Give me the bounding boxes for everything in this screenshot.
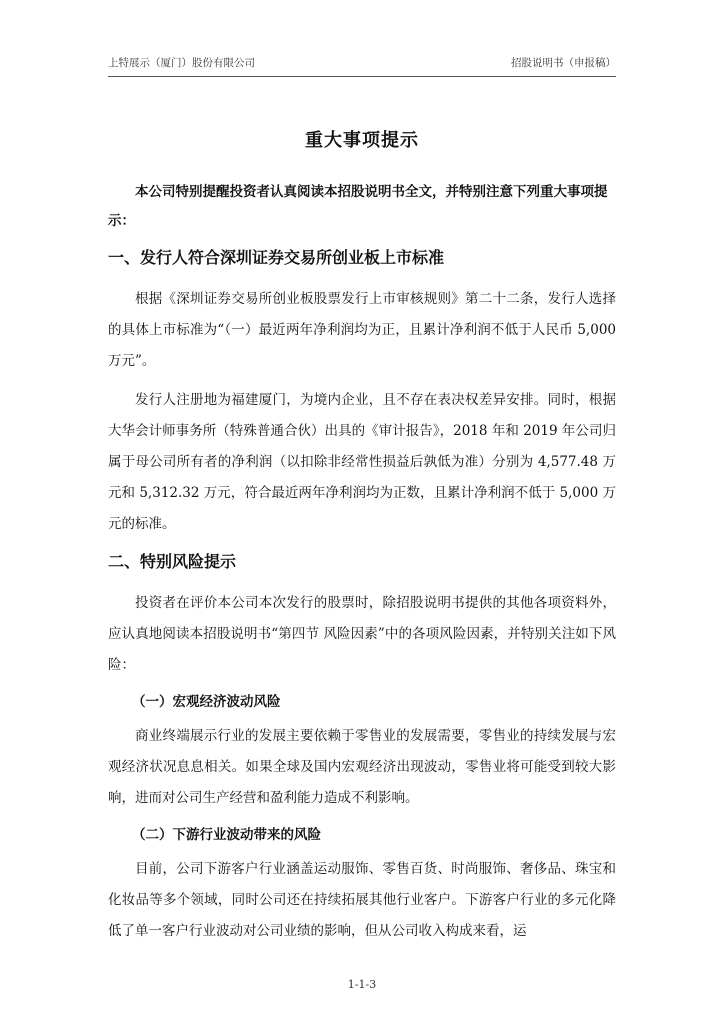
subheading-macro-risk: （一）宏观经济波动风险 <box>132 694 281 710</box>
section-heading-risk: 二、特别风险提示 <box>108 552 237 571</box>
paragraph-downstream-risk: 目前，公司下游客户行业涵盖运动服饰、零售百货、时尚服饰、奢侈品、珠宝和化妆品等多个领域，同时公司还在持续拓展其他行业客户。下游客户行业的多元化降低了单一客户行业波动对公司业绩的影响，但从公司收入构成来看，运 <box>108 861 616 939</box>
page-number: 1-1-3 <box>347 978 377 991</box>
paragraph-risk-intro: 投资者在评价本公司本次发行的股票时，除招股说明书提供的其他各项资料外，应认真地阅读本招股说明书“第四节 风险因素”中的各项风险因素，并特别关注如下风险： <box>108 595 616 673</box>
page-title: 重大事项提示 <box>305 130 419 151</box>
section-heading-listing-standard: 一、发行人符合深圳证券交易所创业板上市标准 <box>108 248 445 267</box>
page-content <box>108 126 616 955</box>
intro-notice: 本公司特别提醒投资者认真阅读本招股说明书全文，并特别注意下列重大事项提示： <box>108 184 608 229</box>
header-document-type: 招股说明书（申报稿） <box>511 57 616 69</box>
page-header <box>108 55 616 77</box>
subheading-downstream-risk: （二）下游行业波动带来的风险 <box>132 827 321 843</box>
paragraph-listing-rule: 根据《深圳证券交易所创业板股票发行上市审核规则》第二十二条，发行人选择的具体上市标准为“（一）最近两年净利润均为正，且累计净利润不低于人民币 5,000 万元”。 <box>108 291 616 369</box>
header-company-name: 上特展示（厦门）股份有限公司 <box>108 57 255 69</box>
paragraph-macro-risk: 商业终端展示行业的发展主要依赖于零售业的发展需要，零售业的持续发展与宏观经济状况息息相关。如果全球及国内宏观经济出现波动，零售业将可能受到较大影响，进而对公司生产经营和盈利能力造成不利影响。 <box>108 728 616 806</box>
paragraph-net-profit: 发行人注册地为福建厦门，为境内企业，且不存在表决权差异安排。同时，根据大华会计师事务所（特殊普通合伙）出具的《审计报告》，2018 年和 2019 年公司归属于母公司所有者的净利润（以扣除非经常性损益后孰低为准）分别为 4,577.48 万元和 5,312.32 万元，符合最近两年净利润均为正数，且累计净利润不低于 5,000 万元的标准。 <box>108 392 616 532</box>
